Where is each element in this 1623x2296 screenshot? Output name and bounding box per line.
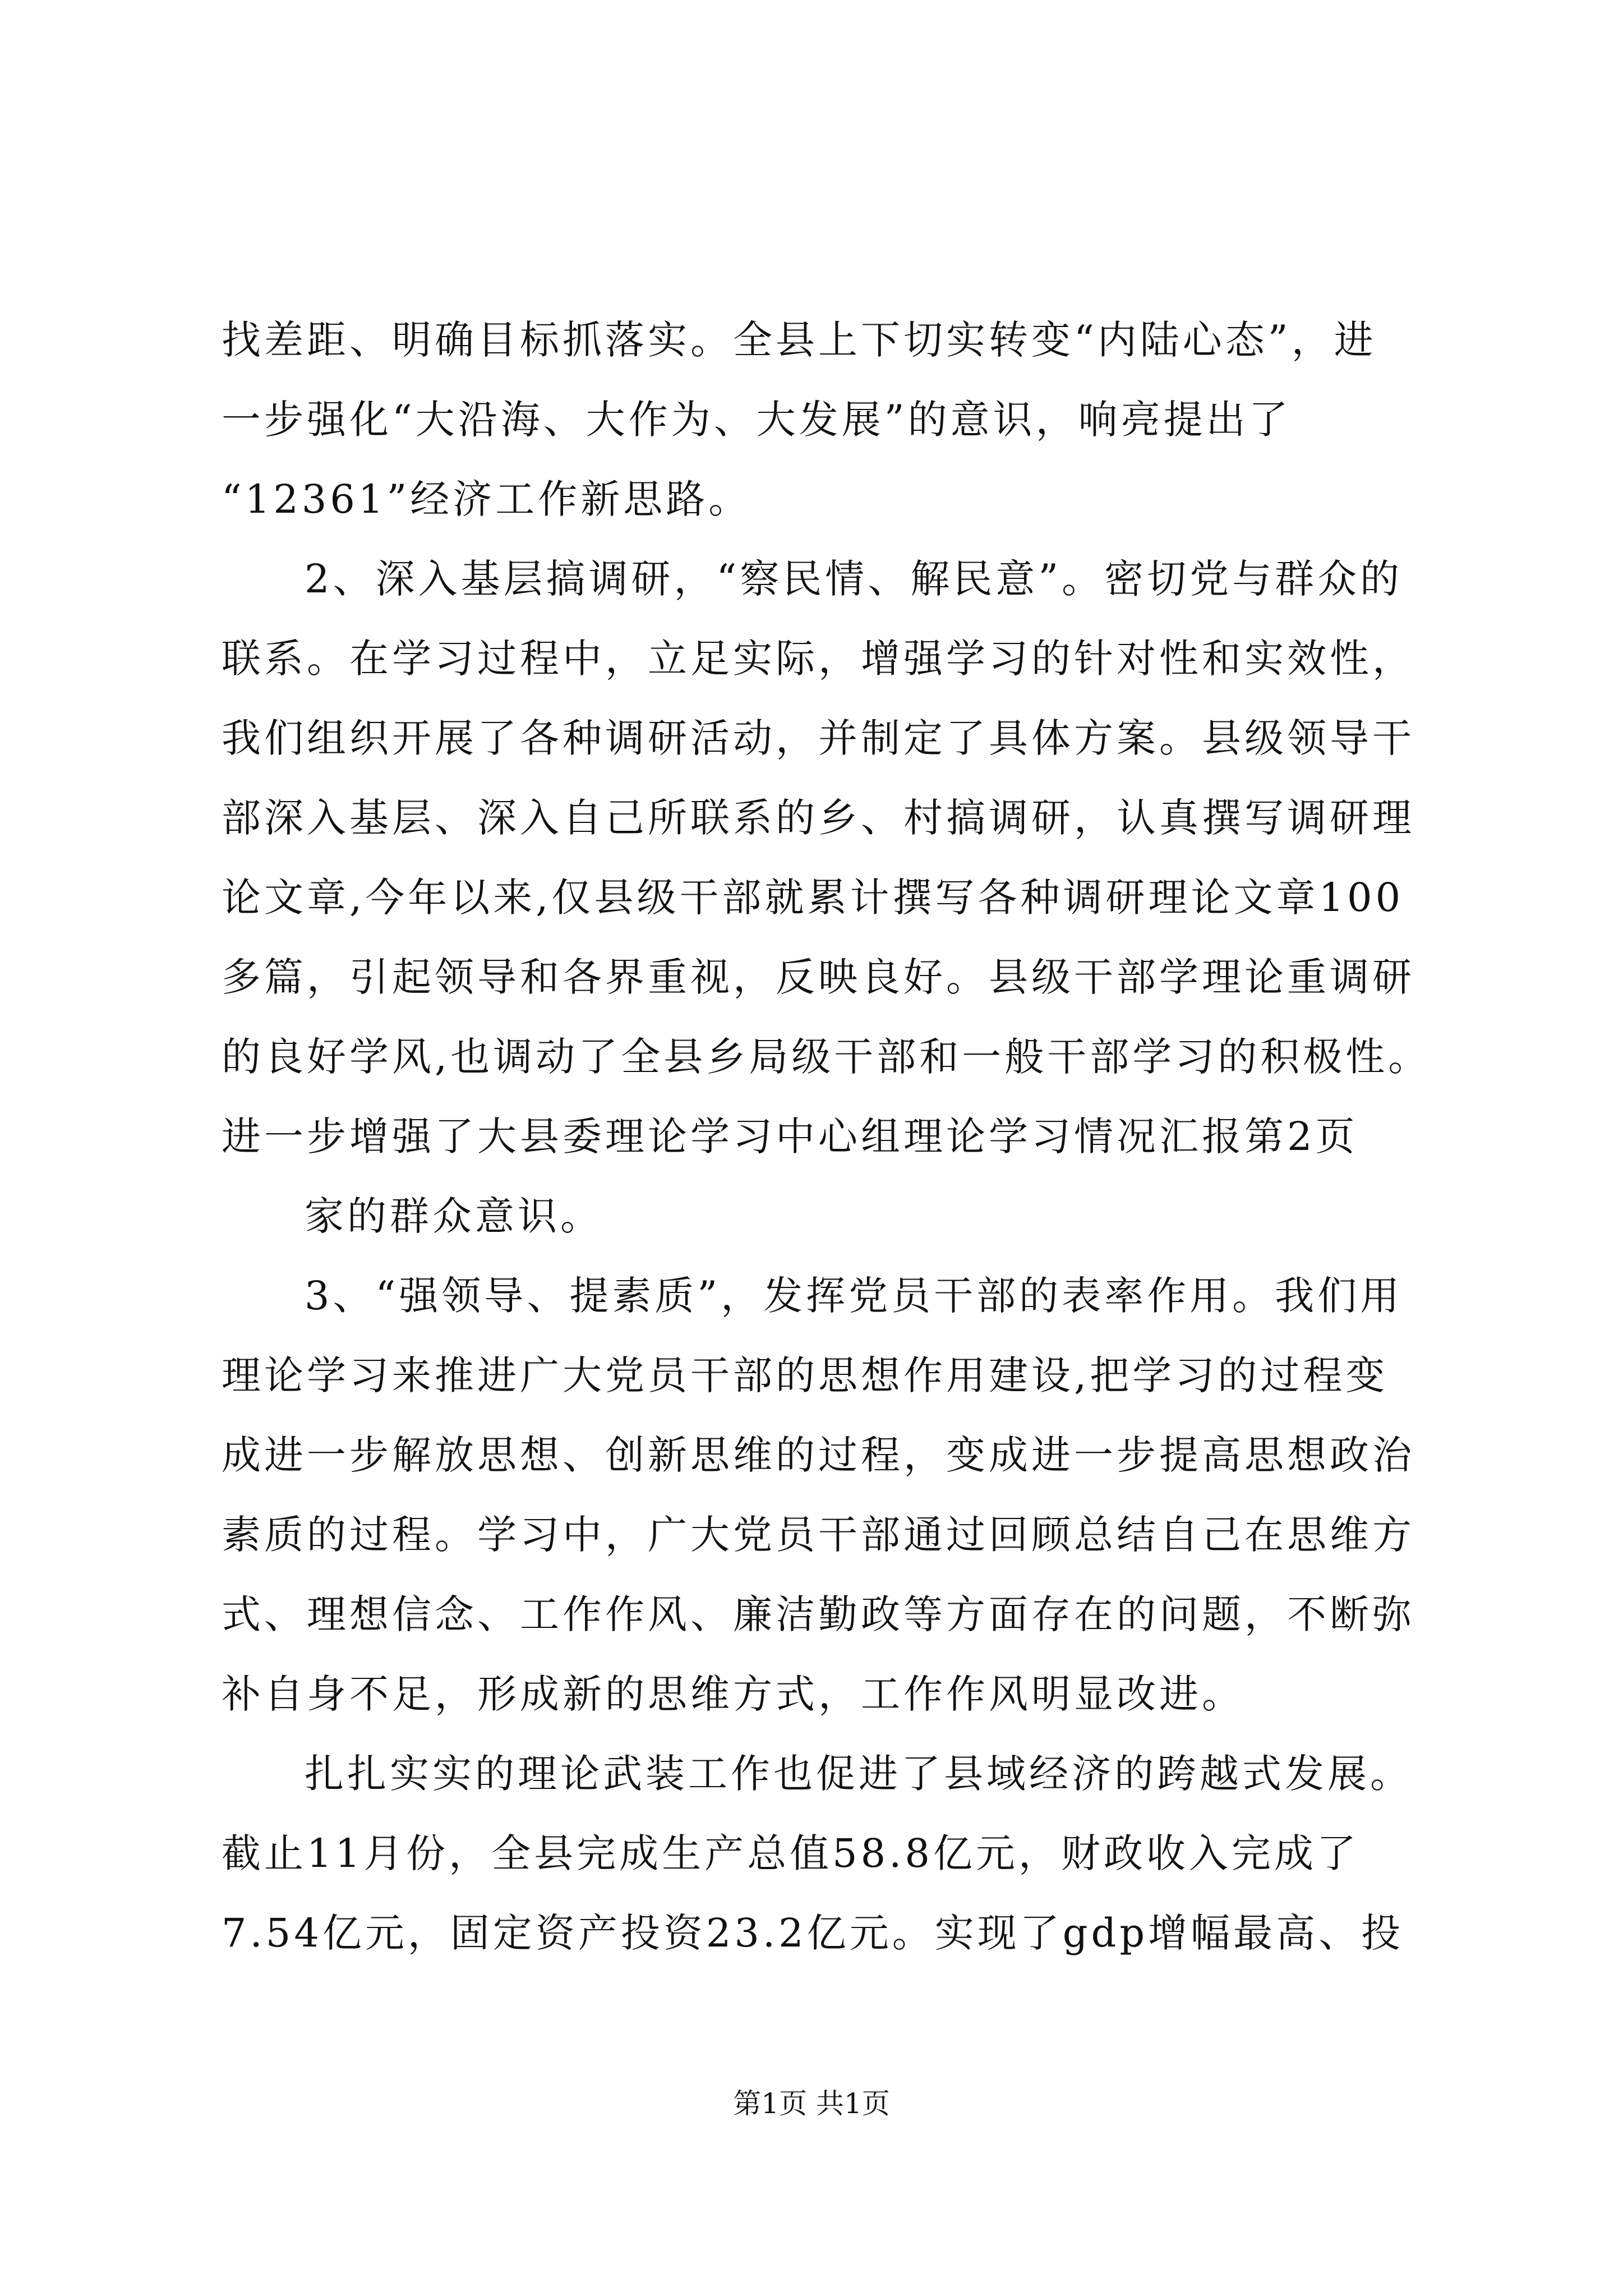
- text-line: 成进一步解放思想、创新思维的过程，变成进一步提高思想政治: [222, 1432, 1415, 1478]
- page-footer: 第1页 共1页: [733, 2087, 890, 2120]
- text-line: 多篇，引起领导和各界重视，反映良好。县级干部学理论重调研: [222, 954, 1415, 1000]
- text-line: “12361”经济工作新思路。: [222, 476, 751, 522]
- text-line: 联系。在学习过程中，立足实际，增强学习的针对性和实效性，: [222, 636, 1415, 682]
- text-line: 2、深入基层搞调研，“察民情、解民意”。密切党与群众的: [305, 556, 1403, 602]
- text-line: 我们组织开展了各种调研活动，并制定了具体方案。县级领导干: [222, 715, 1415, 761]
- text-line: 找差距、明确目标抓落实。全县上下切实转变“内陆心态”，进: [222, 317, 1377, 363]
- text-line: 的良好学风,也调动了全县乡局级干部和一般干部学习的积极性。: [222, 1034, 1431, 1080]
- document-body: [222, 300, 1431, 1973]
- text-line: 补自身不足，形成新的思维方式，工作作风明显改进。: [222, 1671, 1244, 1717]
- text-line: 一步强化“大沿海、大作为、大发展”的意识，响亮提出了: [222, 397, 1292, 443]
- text-line: 式、理想信念、工作作风、廉洁勤政等方面存在的问题，不断弥: [222, 1591, 1415, 1637]
- text-line: 7.54亿元，固定资产投资23.2亿元。实现了gdp增幅最高、投: [222, 1910, 1404, 1956]
- text-line: 理论学习来推进广大党员干部的思想作用建设,把学习的过程变: [222, 1352, 1389, 1398]
- text-line: 进一步增强了大县委理论学习中心组理论学习情况汇报第2页: [222, 1114, 1358, 1159]
- text-line: 论文章,今年以来,仅县级干部就累计撰写各种调研理论文章100: [222, 875, 1404, 921]
- text-line: 3、“强领导、提素质”，发挥党员干部的表率作用。我们用: [305, 1273, 1403, 1319]
- text-line: 家的群众意识。: [305, 1193, 603, 1239]
- text-line: 素质的过程。学习中，广大党员干部通过回顾总结自己在思维方: [222, 1512, 1415, 1558]
- text-line: 扎扎实实的理论武装工作也促进了县域经济的跨越式发展。: [305, 1751, 1413, 1797]
- text-line: 部深入基层、深入自己所联系的乡、村搞调研，认真撰写调研理: [222, 795, 1415, 841]
- text-line: 截止11月份，全县完成生产总值58.8亿元，财政收入完成了: [222, 1830, 1359, 1876]
